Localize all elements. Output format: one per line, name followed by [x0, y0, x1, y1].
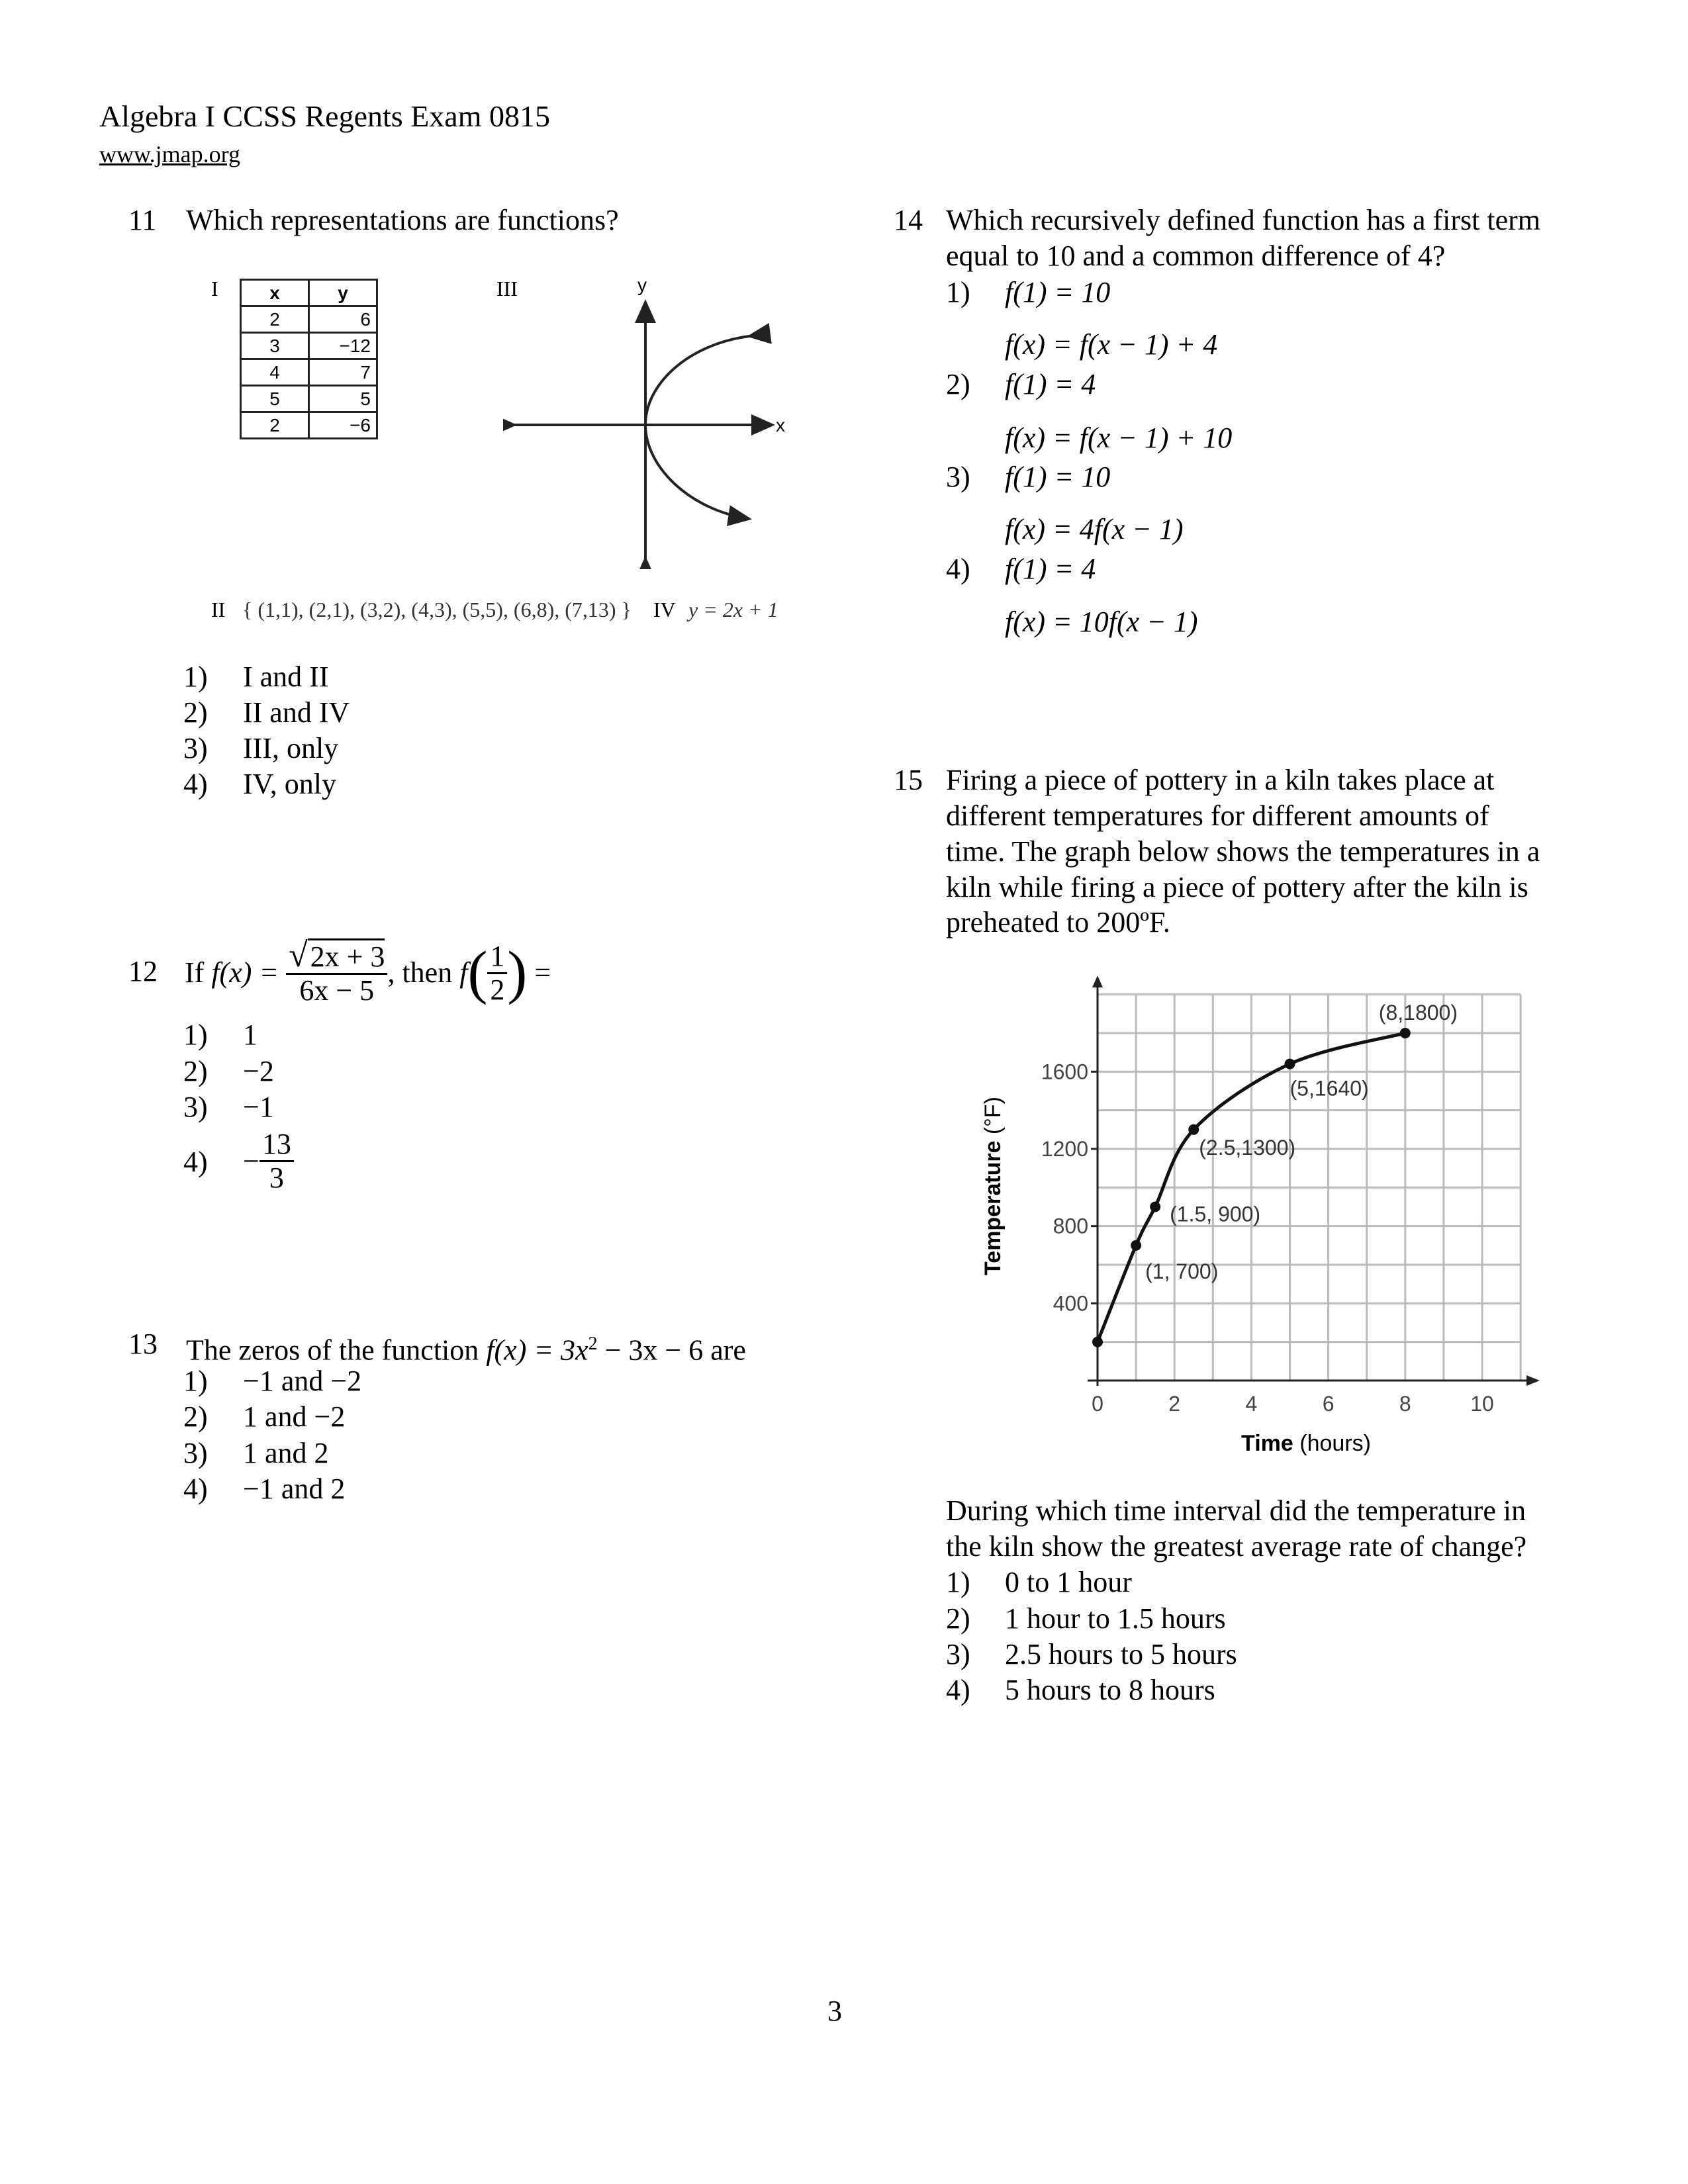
choice-number: 3): [183, 1091, 208, 1123]
x-tick-label: 10: [1470, 1392, 1494, 1416]
choice-text[interactable]: −2: [243, 1055, 274, 1087]
q15-line: kiln while firing a piece of pottery after the kiln is: [946, 871, 1528, 903]
x-tick-label: 2: [1168, 1392, 1181, 1416]
data-point: [1092, 1337, 1103, 1347]
q15-line: time. The graph below shows the temperatures in a: [946, 835, 1540, 868]
page-number: 3: [827, 1995, 842, 2027]
label-I: I: [211, 277, 218, 300]
q15-line: Firing a piece of pottery in a kiln takes place at: [946, 764, 1495, 796]
x-title-rest: (hours): [1293, 1431, 1371, 1456]
q12-f: f: [459, 956, 468, 989]
q14-line: equal to 10 and a common difference of 4?: [946, 240, 1446, 272]
equation-IV: y = 2x + 1: [688, 598, 778, 621]
choice-number: 2): [946, 1602, 970, 1635]
choice-number: 3): [183, 732, 208, 764]
choice-text[interactable]: −1 and −2: [243, 1365, 362, 1397]
q12-equals: =: [534, 956, 551, 989]
choice-text[interactable]: 2.5 hours to 5 hours: [1005, 1638, 1237, 1670]
q14-line: Which recursively defined function has a first term: [946, 204, 1541, 236]
q13-eq-rest: − 3x − 6 are: [597, 1334, 746, 1367]
choice-number: 1): [183, 1019, 208, 1051]
data-label: (1, 700): [1145, 1259, 1219, 1283]
q15-line: preheated to 200ºF.: [946, 906, 1170, 938]
y-title-bold: Temperature: [980, 1140, 1006, 1275]
data-label: (2.5,1300): [1199, 1135, 1296, 1160]
q15-question: the kiln show the greatest average rate of change?: [946, 1530, 1527, 1563]
jmap-link[interactable]: www.jmap.org: [99, 141, 240, 167]
choice-number: 2): [946, 368, 970, 400]
x-axis-arrow: [1526, 1375, 1540, 1386]
cell: −6: [309, 412, 377, 439]
choice-number: 1): [946, 1566, 970, 1598]
q14-number: 14: [894, 204, 923, 236]
data-point: [1150, 1201, 1160, 1212]
choice-base[interactable]: f(1) = 10: [1005, 276, 1111, 308]
x-tick-label: 6: [1322, 1392, 1335, 1416]
choice-number: 1): [183, 1365, 208, 1397]
choice-base[interactable]: f(1) = 10: [1005, 461, 1111, 493]
x-axis-title: [1241, 1426, 1371, 1461]
choice-number: 3): [946, 461, 970, 493]
y-title-rest: (°F): [980, 1097, 1006, 1141]
choice-number: 4): [946, 1674, 970, 1706]
choice-text[interactable]: 1: [243, 1019, 258, 1051]
q12-expression: If f(x) = $\frac{√2x + 3}{6x - 5}$ , then f ( $\frac{1}{2}$ ) =: [185, 936, 551, 1007]
exponent: 2: [588, 1334, 598, 1354]
choice-number: 1): [946, 276, 970, 308]
choice-rule[interactable]: f(x) = 4f(x − 1): [1005, 513, 1184, 545]
choice-text[interactable]: III, only: [243, 732, 339, 764]
header-y: y: [309, 280, 377, 306]
cell: 5: [241, 386, 309, 412]
choice-number: 2): [183, 1400, 208, 1433]
cell: −12: [309, 333, 377, 359]
axis-x-label: x: [776, 415, 785, 435]
choice-text[interactable]: 1 and −2: [243, 1400, 346, 1433]
choice-rule[interactable]: f(x) = f(x − 1) + 4: [1005, 328, 1218, 361]
data-point: [1188, 1124, 1199, 1135]
axis-y-label: y: [637, 275, 647, 295]
q12-fx: f(x) =: [211, 956, 279, 989]
data-point: [1400, 1028, 1411, 1038]
choice-base[interactable]: f(1) = 4: [1005, 553, 1096, 585]
choice-text[interactable]: IV, only: [243, 768, 336, 800]
choice-text[interactable]: 1 hour to 1.5 hours: [1005, 1602, 1226, 1635]
choice-number: 3): [946, 1638, 970, 1670]
choice-rule[interactable]: f(x) = 10f(x − 1): [1005, 606, 1198, 638]
q12-fraction: $\frac{√2x + 3}{6x - 5}$: [286, 940, 387, 1007]
numerator: 13: [259, 1128, 294, 1162]
choice-text[interactable]: 5 hours to 8 hours: [1005, 1674, 1215, 1706]
label-IV: IV: [653, 598, 676, 621]
q13-lead: The zeros of the function: [186, 1334, 479, 1367]
choice-number: 1): [183, 660, 208, 693]
half-denominator: 2: [490, 973, 505, 1006]
data-label: (1.5, 900): [1170, 1202, 1261, 1226]
cell: 2: [241, 412, 309, 439]
cell: 7: [309, 359, 377, 386]
y-tick-label: 1200: [1041, 1136, 1088, 1161]
q12-denominator: 6x − 5: [299, 974, 375, 1007]
choice-number: 3): [183, 1437, 208, 1469]
choice-number: 4): [183, 768, 208, 800]
q12-number: 12: [128, 955, 158, 987]
choice-rule[interactable]: f(x) = f(x − 1) + 10: [1005, 422, 1233, 454]
choice-text[interactable]: −1 and 2: [243, 1473, 346, 1505]
y-tick-label: 800: [1053, 1214, 1088, 1238]
half-numerator: 1: [487, 940, 507, 974]
x-tick-label: 4: [1245, 1392, 1258, 1416]
cell: 2: [241, 306, 309, 333]
label-III: III: [496, 277, 518, 300]
choice-number: 2): [183, 1055, 208, 1087]
q15-number: 15: [894, 764, 923, 796]
choice-text[interactable]: 1 and 2: [243, 1437, 329, 1469]
minus-sign: −: [243, 1144, 259, 1177]
q15-question: During which time interval did the temperature in: [946, 1494, 1526, 1527]
choice-text[interactable]: 0 to 1 hour: [1005, 1566, 1132, 1598]
choice-number: 4): [946, 553, 970, 585]
choice-text[interactable]: II and IV: [243, 696, 350, 729]
label-II: II: [211, 598, 226, 621]
choice-text[interactable]: −1: [243, 1091, 274, 1123]
data-label: (8,1800): [1378, 1000, 1458, 1024]
cell: 3: [241, 333, 309, 359]
y-axis-title: [976, 1097, 1010, 1275]
data-point: [1131, 1240, 1141, 1251]
choice-base[interactable]: f(1) = 4: [1005, 368, 1096, 400]
set-II: { (1,1), (2,1), (3,2), (4,3), (5,5), (6,8), (7,13) }: [242, 598, 632, 621]
q11-number: 11: [128, 204, 157, 236]
y-axis-arrow: [1092, 976, 1103, 987]
cell: 6: [309, 306, 377, 333]
data-point: [1285, 1059, 1295, 1069]
header-x: x: [241, 280, 309, 306]
page-title: Algebra I CCSS Regents Exam 0815: [99, 99, 550, 133]
denominator: 3: [269, 1161, 284, 1194]
q12-then: , then: [387, 956, 453, 989]
choice-number: 4): [183, 1473, 208, 1505]
x-tick-label: 8: [1399, 1392, 1411, 1416]
q15-line: different temperatures for different amounts of: [946, 799, 1489, 832]
cell: 5: [309, 386, 377, 412]
y-tick-label: 400: [1053, 1291, 1088, 1316]
y-tick-label: 1600: [1041, 1060, 1088, 1084]
choice-text[interactable]: I and II: [243, 660, 329, 693]
q11-text: Which representations are functions?: [186, 204, 619, 236]
q12-prefix: If: [185, 956, 205, 989]
data-label: (5,1640): [1289, 1076, 1369, 1101]
q13-number: 13: [128, 1328, 158, 1360]
choice-number: 2): [183, 696, 208, 729]
x-tick-label: 0: [1092, 1392, 1103, 1416]
q13-eq: f(x) = 3x: [486, 1334, 588, 1367]
q12-numerator: 2x + 3: [308, 938, 385, 973]
cell: 4: [241, 359, 309, 386]
choice-number: 4): [183, 1146, 208, 1178]
x-title-bold: Time: [1241, 1431, 1293, 1456]
